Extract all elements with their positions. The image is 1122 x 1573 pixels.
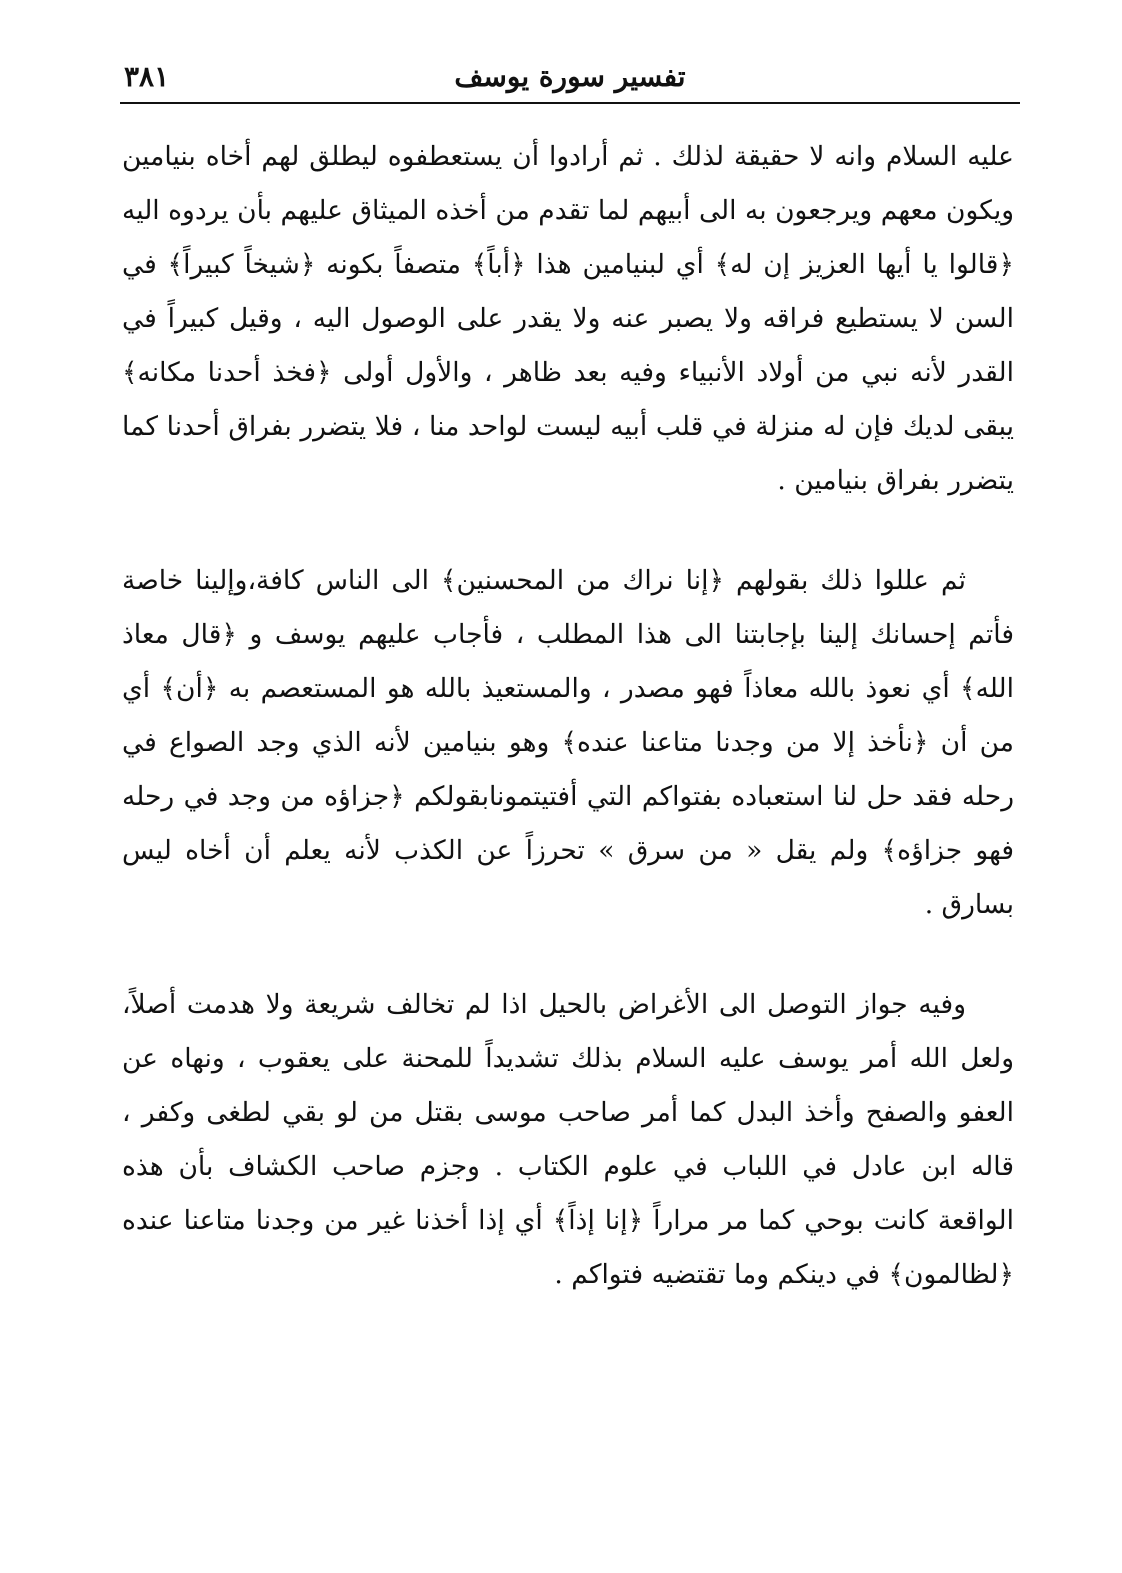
running-title: تفسير سورة يوسف: [454, 60, 686, 93]
paragraph-3: وفيه جواز التوصل الى الأغراض بالحيل اذا لم تخالف شريعة ولا هدمت أصلاً، ولعل الله أمر يوسف عليه السلام بذلك تشديداً للمحنة على يعقوب ، ونهاه عن العفو والصفح وأخذ البدل كما أمر صاحب موسى بقتل من لو بقي لطغى وكفر ، قاله ابن عادل في اللباب في علوم الكتاب . وجزم صاحب الكشاف بأن هذه الواقعة كانت بوحي كما مر مراراً ﴿إنا إذاً﴾ أي إذا أخذنا غير من وجدنا متاعنا عنده ﴿لظالمون﴾ في دينكم وما تقتضيه فتواكم .: [122, 989, 1014, 1290]
page-body: [122, 130, 1014, 1302]
page-header: [120, 56, 1020, 104]
page-number: ٣٨١: [124, 60, 170, 93]
paragraph-2: ثم عللوا ذلك بقولهم ﴿إنا نراك من المحسنين﴾ الى الناس كافة،وإلينا خاصة فأتم إحسانك إلينا بإجابتنا الى هذا المطلب ، فأجاب عليهم يوسف و ﴿قال معاذ الله﴾ أي نعوذ بالله معاذاً فهو مصدر ، والمستعيذ بالله هو المستعصم به ﴿أن﴾ أي من أن ﴿نأخذ إلا من وجدنا متاعنا عنده﴾ وهو بنيامين لأنه الذي وجد الصواع في رحله فقد حل لنا استعباده بفتواكم التي أفتيتمونابقولكم ﴿جزاؤه من وجد في رحله فهو جزاؤه﴾ ولم يقل « من سرق » تحرزاً عن الكذب لأنه يعلم أن أخاه ليس بسارق .: [122, 565, 1014, 920]
paragraph-1: عليه السلام وانه لا حقيقة لذلك . ثم أرادوا أن يستعطفوه ليطلق لهم أخاه بنيامين ويكون معهم ويرجعون به الى أبيهم لما تقدم من أخذه الميثاق عليهم بأن يردوه اليه ﴿قالوا يا أيها العزيز إن له﴾ أي لبنيامين هذا ﴿أباً﴾ متصفاً بكونه ﴿شيخاً كبيراً﴾ في السن لا يستطيع فراقه ولا يصبر عنه ولا يقدر على الوصول اليه ، وقيل كبيراً في القدر لأنه نبي من أولاد الأنبياء وفيه بعد ظاهر ، والأول أولى ﴿فخذ أحدنا مكانه﴾ يبقى لديك فإن له منزلة في قلب أبيه ليست لواحد منا ، فلا يتضرر بفراق أحدنا كما يتضرر بفراق بنيامين .: [122, 141, 1014, 496]
